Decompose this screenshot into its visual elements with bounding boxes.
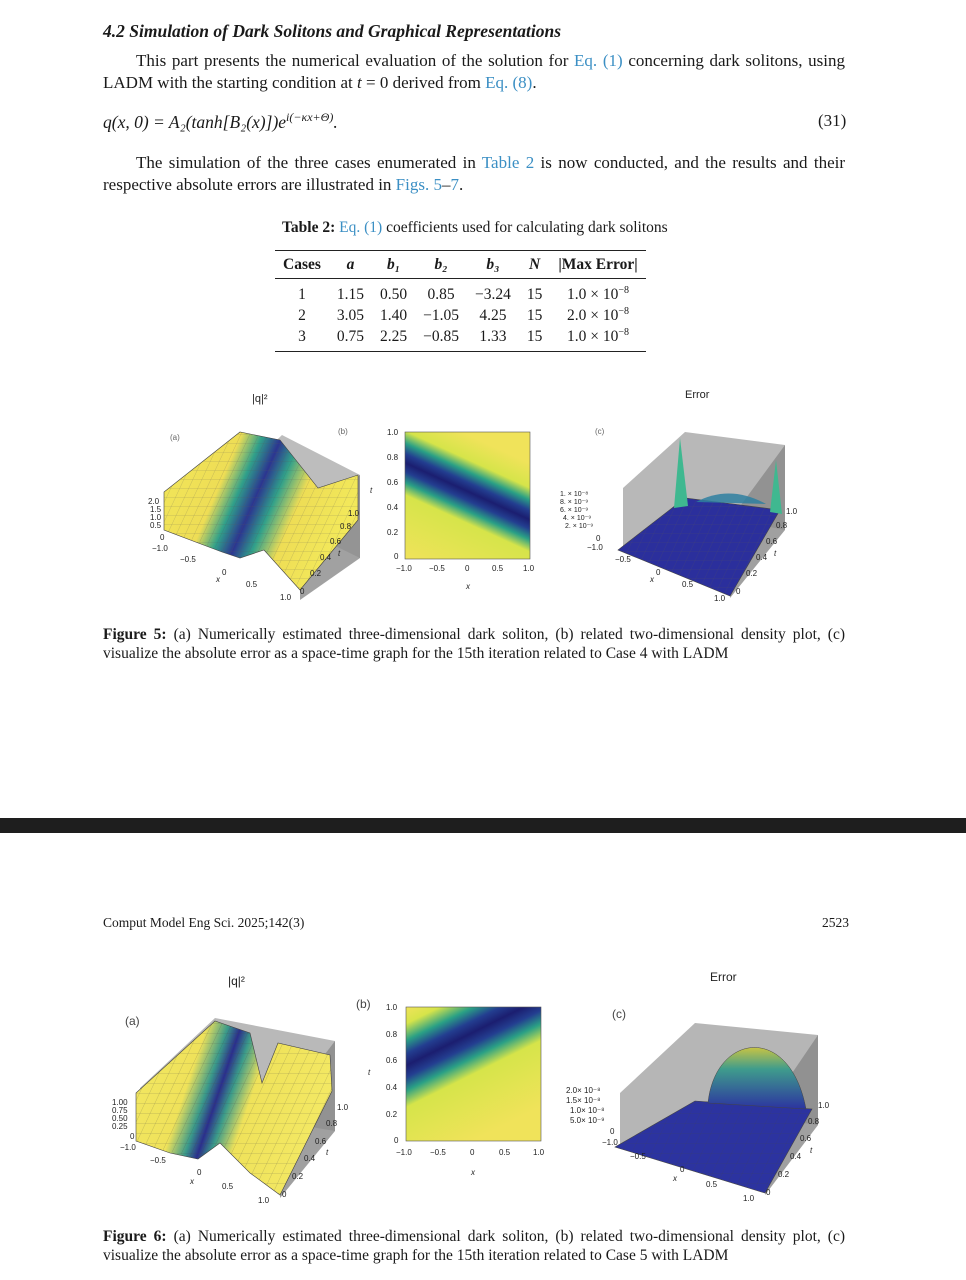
fig6-c-ttick: 1.0 — [818, 1101, 830, 1110]
fig5-a-ttick: 0 — [300, 587, 305, 596]
fig6-c-ztick: 1.5× 10⁻⁸ — [566, 1096, 601, 1105]
fig6-c-ztick: 0 — [610, 1127, 615, 1136]
table-cell: 0.50 — [380, 285, 408, 303]
fig6-a-ttick: 1.0 — [337, 1103, 349, 1112]
fig5-a-xtick: −0.5 — [180, 555, 196, 564]
fig5-a-xtick: 1.0 — [280, 593, 292, 602]
fig6-a-ttick: 0.4 — [304, 1154, 316, 1163]
fig6-c-tlabel: t — [810, 1146, 813, 1155]
fig5-b-ylabel: t — [370, 486, 373, 495]
fig5-a-ttick: 0.4 — [320, 553, 332, 562]
fig6-b-ylabel: t — [368, 1068, 371, 1077]
col-header: |Max Error| — [550, 251, 645, 279]
col-header: N — [519, 251, 551, 279]
fig5-a-ttick: 0.8 — [340, 522, 352, 531]
fig5-c-xtick: 1.0 — [714, 594, 726, 603]
fig6-a-xtick: 1.0 — [258, 1196, 270, 1205]
table-cell: 0.75 — [336, 327, 365, 345]
fig6-b-ytick: 0.6 — [386, 1056, 398, 1065]
fig6-b-xtick: 0.5 — [499, 1148, 511, 1157]
fig5-c-ttick: 0.2 — [746, 569, 758, 578]
fig5-b-ytick: 0.6 — [387, 478, 399, 487]
fig5-c-xlabel: x — [650, 575, 654, 584]
fig5-b-ytick: 0.4 — [387, 503, 399, 512]
equation-number: (31) — [818, 111, 847, 130]
fig5-b-xtick: 1.0 — [523, 564, 535, 573]
fig5-c-title: Error — [685, 389, 710, 401]
table-row — [275, 326, 646, 352]
table-cell: 4.25 — [479, 306, 507, 324]
table-cell: $1.0 \times 10^{-8}$ — [567, 285, 630, 304]
table-cell: −3.24 — [475, 285, 511, 303]
fig5-b-ytick: 1.0 — [387, 428, 399, 437]
fig6-c-xtick: −1.0 — [602, 1138, 618, 1147]
fig5-panel-b — [338, 427, 535, 591]
fig6-c-title: Error — [710, 970, 737, 984]
fig5-a-tlabel: t — [338, 549, 341, 558]
fig5-a-xtick: 0 — [222, 568, 227, 577]
eq8-link[interactable]: Eq. (8) — [485, 73, 533, 92]
fig6-a-ttick: 0.2 — [292, 1172, 304, 1181]
table-cell: 2.25 — [380, 327, 408, 345]
fig6-c-ttick: 0.2 — [778, 1170, 790, 1179]
fig5-b-xlabel: x — [466, 582, 470, 591]
fig5-a-ztick: 0.5 — [150, 521, 162, 530]
fig6-b-xlabel: x — [471, 1168, 475, 1177]
figure-5-caption: Figure 5: (a) Numerically estimated three-dimensional dark soliton, (b) related two-dimensional density plot, (c) visualize the absolute error as a space-time graph for the 15th iteration related to Case 4 with LADM — [103, 626, 845, 662]
table-cell: 1.33 — [479, 327, 507, 345]
fig5-c-ttick: 0.4 — [756, 553, 768, 562]
fig6-c-ttick: 0.8 — [808, 1117, 820, 1126]
fig6-a-ztick: 0.25 — [112, 1122, 128, 1131]
fig6-a-xtick: −0.5 — [150, 1156, 166, 1165]
col-header: b₁ — [372, 251, 415, 279]
fig5-a-xlabel: x — [216, 575, 220, 584]
table-header-row — [275, 251, 646, 279]
col-header: b₃ — [467, 251, 519, 279]
fig6-panel-a — [112, 974, 349, 1205]
fig5-a-ztick: 1.0 — [150, 513, 162, 522]
fig6-a-label: (a) — [125, 1014, 140, 1028]
fig6-c-xtick: 0.5 — [706, 1180, 718, 1189]
table-row — [275, 279, 646, 306]
fig6-b-ytick: 1.0 — [386, 1003, 398, 1012]
fig6-a-ttick: 0.8 — [326, 1119, 338, 1128]
table-cell: 3.05 — [336, 306, 365, 324]
table-cell: 2 — [298, 306, 306, 324]
table-cell: 3 — [298, 327, 306, 345]
table-row — [275, 305, 646, 326]
fig5-c-tlabel: t — [774, 549, 777, 558]
table-cell: 1.15 — [336, 285, 365, 303]
table-cell: −1.05 — [423, 306, 460, 324]
fig5-c-ttick: 0 — [736, 587, 741, 596]
fig6-panel-b — [356, 997, 545, 1177]
fig6-c-xtick: 0 — [680, 1165, 685, 1174]
figure-6 — [100, 963, 840, 1213]
fig5-b-label: (b) — [338, 427, 348, 436]
fig6-a-xtick: 0 — [197, 1168, 202, 1177]
fig5-c-ttick: 0.8 — [776, 521, 788, 530]
fig6-a-xtick: 0.5 — [222, 1182, 234, 1191]
fig6-a-ztick: 0.75 — [112, 1106, 128, 1115]
fig5-a-xtick: −1.0 — [152, 544, 168, 553]
figure-5 — [140, 380, 810, 605]
fig5-b-ytick: 0.8 — [387, 453, 399, 462]
page-bottom — [0, 833, 966, 1280]
fig6-a-ttick: 0.6 — [315, 1137, 327, 1146]
fig5-b-ytick: 0.2 — [387, 528, 399, 537]
fig6-a-xtick: −1.0 — [120, 1143, 136, 1152]
fig5-c-ztick: 2. × 10⁻⁹ — [565, 523, 594, 530]
fig5-c-ztick: 6. × 10⁻⁹ — [560, 507, 589, 514]
table-cell: $1.0 \times 10^{-8}$ — [567, 327, 630, 346]
fig5-b-density-plot — [405, 432, 530, 559]
fig5-b-xtick: −0.5 — [429, 564, 445, 573]
fig5-a-ztick: 1.5 — [150, 505, 162, 514]
fig6-c-ttick: 0.6 — [800, 1134, 812, 1143]
intro-paragraph: This part presents the numerical evaluation of the solution for Eq. (1) concerning dark solitons, using LADM with the starting condition at t = 0 derived from Eq. (8). — [103, 51, 846, 92]
fig5-a-label: (a) — [170, 433, 180, 442]
fig6-b-ytick: 0.2 — [386, 1110, 398, 1119]
fig6-b-xtick: 1.0 — [533, 1148, 545, 1157]
fig5-b-xtick: 0 — [465, 564, 470, 573]
fig6-a-ztick: 0.50 — [112, 1114, 128, 1123]
page-divider — [0, 818, 966, 833]
fig5-b-xtick: −1.0 — [396, 564, 412, 573]
col-header: b₂ — [415, 251, 467, 279]
fig6-b-xtick: 0 — [470, 1148, 475, 1157]
fig6-a-ttick: 0 — [282, 1190, 287, 1199]
fig6-a-title: |q|² — [228, 974, 245, 988]
figure-6-caption: Figure 6: (a) Numerically estimated three-dimensional dark soliton, (b) related two-dimensional density plot, (c) visualize the absolute error as a space-time graph for the 15th iteration related to Case 5 with LADM — [103, 1228, 845, 1264]
table-cell: 1.40 — [380, 306, 408, 324]
fig6-a-xlabel: x — [190, 1177, 194, 1186]
fig6-c-xtick: −0.5 — [630, 1152, 646, 1161]
figs5-link[interactable]: Figs. 5 — [395, 175, 442, 194]
fig6-b-density-plot — [406, 1007, 541, 1141]
fig6-c-ttick: 0.4 — [790, 1152, 802, 1161]
fig5-a-ztick: 2.0 — [148, 497, 160, 506]
table-caption: Table 2: Eq. (1) coefficients used for calculating dark solitons — [282, 219, 668, 236]
fig6-b-ytick: 0 — [394, 1136, 399, 1145]
fig6-c-label: (c) — [612, 1007, 626, 1021]
page-number: 2523 — [822, 915, 849, 930]
fig6-a-ztick: 1.00 — [112, 1098, 128, 1107]
fig5-b-ytick: 0 — [394, 552, 399, 561]
fig5-a-ttick: 1.0 — [348, 509, 360, 518]
table-cell: −0.85 — [423, 327, 460, 345]
table-cell: 15 — [526, 306, 543, 324]
section-heading: 4.2 Simulation of Dark Solitons and Graphical Representations — [103, 21, 562, 41]
simulation-paragraph: The simulation of the three cases enumerated in Table 2 is now conducted, and the results and their respective absolute errors are illustrated in Figs. 5–7. — [103, 153, 846, 194]
fig6-b-label: (b) — [356, 997, 371, 1011]
table-cell: 1 — [298, 285, 306, 303]
fig5-b-xtick: 0.5 — [492, 564, 504, 573]
fig6-a-ztick: 0 — [130, 1132, 135, 1141]
fig6-c-ztick: 5.0× 10⁻⁹ — [570, 1116, 605, 1125]
eq1-link[interactable]: Eq. (1) — [574, 51, 623, 70]
fig5-c-ztick: 4. × 10⁻⁹ — [563, 515, 592, 522]
fig5-a-ttick: 0.2 — [310, 569, 322, 578]
fig5-c-xtick: −1.0 — [587, 543, 603, 552]
table-cell: 0.85 — [427, 285, 455, 303]
fig5-c-ztick: 8. × 10⁻⁹ — [560, 499, 589, 506]
table-cell: 15 — [526, 327, 543, 345]
fig5-a-title: |q|² — [252, 393, 268, 405]
col-header: a — [329, 251, 372, 279]
fig6-b-ytick: 0.8 — [386, 1030, 398, 1039]
fig5-c-xtick: −0.5 — [615, 555, 631, 564]
fig5-c-ztick: 1. × 10⁻⁸ — [560, 491, 589, 498]
table2-link[interactable]: Table 2 — [481, 153, 535, 172]
fig5-c-xtick: 0 — [656, 568, 661, 577]
fig6-b-xtick: −1.0 — [396, 1148, 412, 1157]
journal-footer: Comput Model Eng Sci. 2025;142(3) — [103, 915, 305, 930]
fig5-a-ztick: 0 — [160, 533, 165, 542]
fig6-c-xlabel: x — [673, 1174, 677, 1183]
fig6-b-xtick: −0.5 — [430, 1148, 446, 1157]
table-cell: $2.0 \times 10^{-8}$ — [567, 306, 630, 325]
fig6-c-ztick: 1.0× 10⁻⁸ — [570, 1106, 605, 1115]
fig5-c-ttick: 1.0 — [786, 507, 798, 516]
fig5-a-ttick: 0.6 — [330, 537, 342, 546]
fig5-panel-c — [560, 389, 798, 603]
table-cell: 15 — [526, 285, 543, 303]
fig5-c-ttick: 0.6 — [766, 537, 778, 546]
fig6-c-xtick: 1.0 — [743, 1194, 755, 1203]
coefficients-table — [275, 250, 646, 352]
col-header: Cases — [275, 251, 329, 279]
table-eq1-link[interactable]: Eq. (1) — [339, 219, 383, 236]
fig6-panel-c — [566, 970, 830, 1203]
fig5-a-xtick: 0.5 — [246, 580, 258, 589]
fig5-c-xtick: 0.5 — [682, 580, 694, 589]
fig7-link[interactable]: 7 — [450, 175, 459, 194]
equation-31: q(x, $0) = A_2(\tanh[B_2(x)])e^{i(-\kappa x+\Theta)}$. — [103, 110, 338, 132]
fig5-c-label: (c) — [595, 427, 605, 436]
fig6-c-ttick: 0 — [766, 1188, 771, 1197]
fig5-c-ztick: 0 — [596, 534, 601, 543]
fig5-panel-a — [148, 393, 360, 602]
fig6-a-tlabel: t — [326, 1148, 329, 1157]
fig6-c-ztick: 2.0× 10⁻⁸ — [566, 1086, 601, 1095]
fig6-b-ytick: 0.4 — [386, 1083, 398, 1092]
